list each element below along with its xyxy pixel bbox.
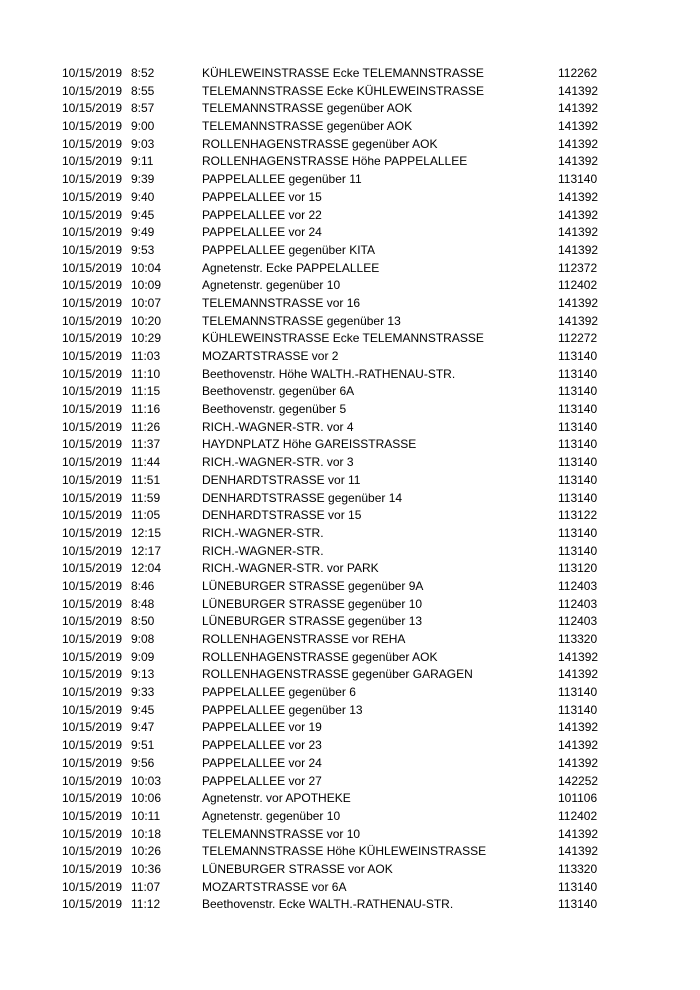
date-cell: 10/15/2019 xyxy=(62,525,123,540)
location-cell: ROLLENHAGENSTRASSE Höhe PAPPELALLEE xyxy=(202,154,468,169)
code-cell: 142252 xyxy=(558,773,599,788)
date-cell: 10/15/2019 xyxy=(62,455,123,470)
table-row xyxy=(0,277,700,295)
table-row xyxy=(0,260,700,278)
table-row xyxy=(0,295,700,313)
date-cell: 10/15/2019 xyxy=(62,419,123,434)
time-cell: 9:56 xyxy=(131,755,155,770)
table-row xyxy=(0,118,700,136)
code-cell: 141392 xyxy=(558,667,599,682)
location-cell: RICH.-WAGNER-STR. xyxy=(202,543,324,558)
table-row xyxy=(0,755,700,773)
table-row xyxy=(0,419,700,437)
time-cell: 9:11 xyxy=(131,154,154,169)
time-cell: 9:49 xyxy=(131,225,155,240)
location-cell: DENHARDTSTRASSE vor 11 xyxy=(202,472,361,487)
date-cell: 10/15/2019 xyxy=(62,826,123,841)
date-cell: 10/15/2019 xyxy=(62,808,123,823)
date-cell: 10/15/2019 xyxy=(62,720,123,735)
date-cell: 10/15/2019 xyxy=(62,295,123,310)
time-cell: 9:53 xyxy=(131,242,155,257)
time-cell: 9:51 xyxy=(131,738,155,753)
location-cell: Beethovenstr. Ecke WALTH.-RATHENAU-STR. xyxy=(202,897,454,912)
time-cell: 10:20 xyxy=(131,313,162,328)
code-cell: 141392 xyxy=(558,242,599,257)
table-row xyxy=(0,153,700,171)
location-cell: Beethovenstr. gegenüber 5 xyxy=(202,402,347,417)
code-cell: 113140 xyxy=(558,472,598,487)
table-row xyxy=(0,666,700,684)
table-row xyxy=(0,879,700,897)
location-cell: KÜHLEWEINSTRASSE Ecke TELEMANNSTRASSE xyxy=(202,331,484,346)
date-cell: 10/15/2019 xyxy=(62,773,123,788)
location-cell: ROLLENHAGENSTRASSE gegenüber AOK xyxy=(202,136,438,151)
table-row xyxy=(0,613,700,631)
code-cell: 112403 xyxy=(558,578,598,593)
date-cell: 10/15/2019 xyxy=(62,402,123,417)
code-cell: 141392 xyxy=(558,225,599,240)
table-row xyxy=(0,366,700,384)
code-cell: 141392 xyxy=(558,136,599,151)
location-cell: MOZARTSTRASSE vor 2 xyxy=(202,349,339,363)
table-row xyxy=(0,454,700,472)
time-cell: 9:08 xyxy=(131,632,155,646)
time-cell: 8:52 xyxy=(131,66,155,80)
location-cell: PAPPELALLEE vor 15 xyxy=(202,189,322,204)
time-cell: 9:33 xyxy=(131,685,155,700)
table-row xyxy=(0,737,700,755)
code-cell: 113320 xyxy=(558,861,598,876)
time-cell: 10:26 xyxy=(131,844,162,859)
table-row xyxy=(0,790,700,808)
code-cell: 113140 xyxy=(558,455,598,470)
date-cell: 10/15/2019 xyxy=(62,66,123,80)
code-cell: 141392 xyxy=(558,826,599,841)
table-row xyxy=(0,136,700,154)
location-cell: LÜNEBURGER STRASSE vor AOK xyxy=(202,861,393,876)
time-cell: 9:09 xyxy=(131,649,155,664)
time-cell: 8:57 xyxy=(131,101,155,116)
location-cell: TELEMANNSTRASSE Ecke KÜHLEWEINSTRASSE xyxy=(202,83,485,98)
table-row xyxy=(0,383,700,401)
location-cell: TELEMANNSTRASSE vor 16 xyxy=(202,295,361,310)
code-cell: 112402 xyxy=(558,278,598,293)
location-cell: Agnetenstr. gegenüber 10 xyxy=(202,808,341,823)
date-cell: 10/15/2019 xyxy=(62,472,123,487)
code-cell: 113320 xyxy=(558,632,598,646)
code-cell: 113140 xyxy=(558,490,598,505)
code-cell: 113140 xyxy=(558,879,598,894)
date-cell: 10/15/2019 xyxy=(62,384,123,399)
code-cell: 141392 xyxy=(558,313,599,328)
code-cell: 113140 xyxy=(558,437,598,452)
location-cell: HAYDNPLATZ Höhe GAREISSTRASSE xyxy=(202,437,417,452)
date-cell: 10/15/2019 xyxy=(62,207,123,222)
table-row xyxy=(0,401,700,419)
code-cell: 113140 xyxy=(558,366,598,381)
table-row xyxy=(0,649,700,667)
date-cell: 10/15/2019 xyxy=(62,578,123,593)
code-cell: 141392 xyxy=(558,119,599,134)
code-cell: 141392 xyxy=(558,295,599,310)
time-cell: 11:59 xyxy=(131,490,161,505)
code-cell: 113140 xyxy=(558,384,598,399)
code-cell: 112403 xyxy=(558,596,598,611)
date-cell: 10/15/2019 xyxy=(62,366,123,381)
time-cell: 10:36 xyxy=(131,861,162,876)
table-row xyxy=(0,313,700,331)
date-cell: 10/15/2019 xyxy=(62,791,123,806)
location-cell: Agnetenstr. vor APOTHEKE xyxy=(202,791,351,806)
date-cell: 10/15/2019 xyxy=(62,685,123,700)
code-cell: 112402 xyxy=(558,808,598,823)
date-cell: 10/15/2019 xyxy=(62,225,123,240)
date-cell: 10/15/2019 xyxy=(62,313,123,328)
code-cell: 113140 xyxy=(558,543,598,558)
time-cell: 11:26 xyxy=(131,419,161,434)
location-cell: PAPPELALLEE gegenüber 11 xyxy=(202,172,362,187)
date-cell: 10/15/2019 xyxy=(62,189,123,204)
table-row xyxy=(0,543,700,561)
code-cell: 101106 xyxy=(558,791,598,806)
table-row xyxy=(0,560,700,578)
location-cell: TELEMANNSTRASSE gegenüber AOK xyxy=(202,119,413,134)
location-cell: RICH.-WAGNER-STR. vor PARK xyxy=(202,561,379,576)
time-cell: 8:55 xyxy=(131,83,155,98)
time-cell: 10:29 xyxy=(131,331,162,346)
date-cell: 10/15/2019 xyxy=(62,738,123,753)
location-cell: RICH.-WAGNER-STR. xyxy=(202,525,324,540)
date-cell: 10/15/2019 xyxy=(62,508,123,523)
time-cell: 10:04 xyxy=(131,260,162,275)
date-cell: 10/15/2019 xyxy=(62,897,123,912)
table-row xyxy=(0,702,700,720)
time-cell: 12:17 xyxy=(131,543,162,558)
date-cell: 10/15/2019 xyxy=(62,101,123,116)
table-row xyxy=(0,100,700,118)
date-cell: 10/15/2019 xyxy=(62,83,123,98)
table-row xyxy=(0,224,700,242)
date-cell: 10/15/2019 xyxy=(62,437,123,452)
code-cell: 141392 xyxy=(558,207,599,222)
time-cell: 9:40 xyxy=(131,189,155,204)
location-cell: TELEMANNSTRASSE Höhe KÜHLEWEINSTRASSE xyxy=(202,844,487,859)
time-cell: 8:48 xyxy=(131,596,155,611)
time-cell: 10:07 xyxy=(131,295,162,310)
date-cell: 10/15/2019 xyxy=(62,242,123,257)
table-row xyxy=(0,773,700,791)
location-cell: Agnetenstr. Ecke PAPPELALLEE xyxy=(202,260,380,275)
table-row xyxy=(0,843,700,861)
table-row xyxy=(0,861,700,879)
location-cell: ROLLENHAGENSTRASSE gegenüber AOK xyxy=(202,649,438,664)
location-cell: PAPPELALLEE gegenüber 6 xyxy=(202,685,356,700)
time-cell: 11:05 xyxy=(131,508,161,523)
date-cell: 10/15/2019 xyxy=(62,172,123,187)
time-cell: 11:12 xyxy=(131,897,161,912)
time-cell: 10:03 xyxy=(131,773,162,788)
time-cell: 10:18 xyxy=(131,826,162,841)
location-cell: MOZARTSTRASSE vor 6A xyxy=(202,879,347,894)
code-cell: 113140 xyxy=(558,685,598,700)
code-cell: 141392 xyxy=(558,189,599,204)
time-cell: 11:07 xyxy=(131,879,161,894)
time-cell: 12:04 xyxy=(131,561,162,576)
time-cell: 10:06 xyxy=(131,791,162,806)
location-cell: DENHARDTSTRASSE gegenüber 14 xyxy=(202,490,403,505)
location-cell: PAPPELALLEE vor 19 xyxy=(202,720,322,735)
location-cell: TELEMANNSTRASSE vor 10 xyxy=(202,826,361,841)
location-cell: PAPPELALLEE vor 24 xyxy=(202,225,322,240)
table-row xyxy=(0,525,700,543)
table-row xyxy=(0,719,700,737)
date-cell: 10/15/2019 xyxy=(62,596,123,611)
record-table xyxy=(0,65,700,914)
date-cell: 10/15/2019 xyxy=(62,667,123,682)
date-cell: 10/15/2019 xyxy=(62,331,123,346)
code-cell: 141392 xyxy=(558,738,599,753)
location-cell: KÜHLEWEINSTRASSE Ecke TELEMANNSTRASSE xyxy=(202,66,484,80)
date-cell: 10/15/2019 xyxy=(62,543,123,558)
table-row xyxy=(0,684,700,702)
location-cell: Agnetenstr. gegenüber 10 xyxy=(202,278,341,293)
location-cell: PAPPELALLEE vor 27 xyxy=(202,773,322,788)
code-cell: 141392 xyxy=(558,720,599,735)
time-cell: 12:15 xyxy=(131,525,162,540)
time-cell: 9:47 xyxy=(131,720,155,735)
date-cell: 10/15/2019 xyxy=(62,649,123,664)
date-cell: 10/15/2019 xyxy=(62,136,123,151)
time-cell: 9:13 xyxy=(131,667,155,682)
time-cell: 9:00 xyxy=(131,119,155,134)
date-cell: 10/15/2019 xyxy=(62,844,123,859)
code-cell: 112403 xyxy=(558,614,598,629)
table-row xyxy=(0,65,700,83)
table-row xyxy=(0,578,700,596)
table-row xyxy=(0,826,700,844)
date-cell: 10/15/2019 xyxy=(62,278,123,293)
time-cell: 11:10 xyxy=(131,366,161,381)
location-cell: LÜNEBURGER STRASSE gegenüber 10 xyxy=(202,596,423,611)
code-cell: 113120 xyxy=(558,561,598,576)
location-cell: ROLLENHAGENSTRASSE vor REHA xyxy=(202,632,406,646)
table-row xyxy=(0,189,700,207)
time-cell: 10:09 xyxy=(131,278,162,293)
location-cell: PAPPELALLEE gegenüber 13 xyxy=(202,702,363,717)
time-cell: 8:50 xyxy=(131,614,155,629)
location-cell: Beethovenstr. gegenüber 6A xyxy=(202,384,355,399)
location-cell: TELEMANNSTRASSE gegenüber AOK xyxy=(202,101,413,116)
date-cell: 10/15/2019 xyxy=(62,561,123,576)
table-row xyxy=(0,171,700,189)
table-row xyxy=(0,490,700,508)
table-row xyxy=(0,896,700,914)
time-cell: 11:03 xyxy=(131,349,161,363)
date-cell: 10/15/2019 xyxy=(62,490,123,505)
time-cell: 10:11 xyxy=(131,808,161,823)
code-cell: 141392 xyxy=(558,83,599,98)
code-cell: 112372 xyxy=(558,260,598,275)
code-cell: 141392 xyxy=(558,154,599,169)
location-cell: ROLLENHAGENSTRASSE gegenüber GARAGEN xyxy=(202,667,473,682)
date-cell: 10/15/2019 xyxy=(62,879,123,894)
table-row xyxy=(0,472,700,490)
table-row xyxy=(0,631,700,649)
location-cell: Beethovenstr. Höhe WALTH.-RATHENAU-STR. xyxy=(202,366,456,381)
time-cell: 11:37 xyxy=(131,437,161,452)
date-cell: 10/15/2019 xyxy=(62,755,123,770)
table-row xyxy=(0,348,700,366)
date-cell: 10/15/2019 xyxy=(62,349,123,363)
code-cell: 113140 xyxy=(558,419,598,434)
date-cell: 10/15/2019 xyxy=(62,861,123,876)
date-cell: 10/15/2019 xyxy=(62,260,123,275)
time-cell: 9:39 xyxy=(131,172,155,187)
time-cell: 11:44 xyxy=(131,455,161,470)
date-cell: 10/15/2019 xyxy=(62,702,123,717)
table-row xyxy=(0,808,700,826)
date-cell: 10/15/2019 xyxy=(62,119,123,134)
code-cell: 113122 xyxy=(558,508,598,523)
location-cell: PAPPELALLEE vor 22 xyxy=(202,207,322,222)
time-cell: 9:45 xyxy=(131,702,155,717)
location-cell: PAPPELALLEE vor 23 xyxy=(202,738,322,753)
date-cell: 10/15/2019 xyxy=(62,154,123,169)
table-row xyxy=(0,242,700,260)
code-cell: 113140 xyxy=(558,897,598,912)
location-cell: PAPPELALLEE gegenüber KITA xyxy=(202,242,375,257)
code-cell: 113140 xyxy=(558,172,598,187)
time-cell: 11:15 xyxy=(131,384,161,399)
code-cell: 141392 xyxy=(558,844,599,859)
code-cell: 113140 xyxy=(558,702,598,717)
location-cell: LÜNEBURGER STRASSE gegenüber 9A xyxy=(202,578,424,593)
time-cell: 11:16 xyxy=(131,402,161,417)
location-cell: PAPPELALLEE vor 24 xyxy=(202,755,322,770)
table-row xyxy=(0,507,700,525)
time-cell: 9:45 xyxy=(131,207,155,222)
location-cell: TELEMANNSTRASSE gegenüber 13 xyxy=(202,313,401,328)
code-cell: 113140 xyxy=(558,349,598,363)
time-cell: 11:51 xyxy=(131,472,161,487)
code-cell: 112272 xyxy=(558,331,598,346)
table-row xyxy=(0,436,700,454)
table-row xyxy=(0,83,700,101)
date-cell: 10/15/2019 xyxy=(62,632,123,646)
code-cell: 112262 xyxy=(558,66,598,80)
location-cell: RICH.-WAGNER-STR. vor 4 xyxy=(202,419,354,434)
date-cell: 10/15/2019 xyxy=(62,614,123,629)
location-cell: DENHARDTSTRASSE vor 15 xyxy=(202,508,362,523)
time-cell: 9:03 xyxy=(131,136,155,151)
code-cell: 113140 xyxy=(558,525,598,540)
code-cell: 113140 xyxy=(558,402,598,417)
code-cell: 141392 xyxy=(558,755,599,770)
table-row xyxy=(0,596,700,614)
code-cell: 141392 xyxy=(558,101,599,116)
table-row xyxy=(0,207,700,225)
location-cell: RICH.-WAGNER-STR. vor 3 xyxy=(202,455,354,470)
location-cell: LÜNEBURGER STRASSE gegenüber 13 xyxy=(202,614,423,629)
table-row xyxy=(0,330,700,348)
time-cell: 8:46 xyxy=(131,578,155,593)
code-cell: 141392 xyxy=(558,649,599,664)
